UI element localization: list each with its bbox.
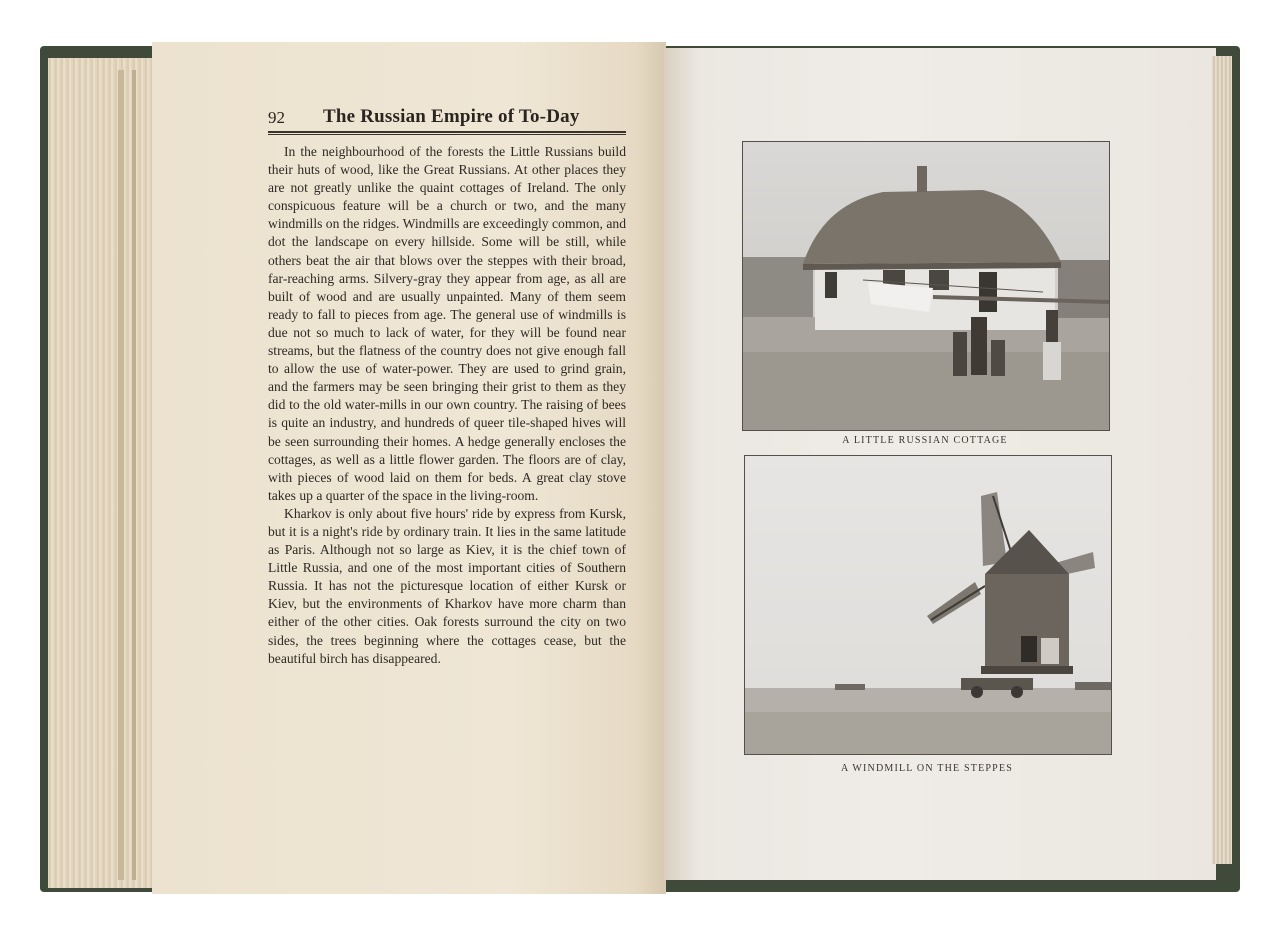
page-edges-right	[1212, 56, 1232, 864]
windmill-illustration	[745, 456, 1111, 754]
top-figure-caption: A LITTLE RUSSIAN COTTAGE	[842, 435, 1008, 446]
running-title: The Russian Empire of To-Day	[323, 106, 580, 127]
cottage-photo	[742, 141, 1110, 431]
windmill-photo	[744, 455, 1112, 755]
body-text	[268, 143, 626, 668]
page-edge-strip	[132, 70, 136, 880]
paragraph: In the neighbourhood of the forests the Little Russians build their huts of wood, like the Great Russians. At other places they are not greatly unlike the quaint cottages of Ireland. The only conspicuous feature will be a church or two, and the many windmills on the ridges. Windmills are exceedingly common, and dot the landscape on every hillside. Some will be still, while others beat the air that blows over the steppes with their broad, far-reaching arms. Silvery-gray they appear from age, as all are built of wood and are usually unpainted. Many of them seem ready to fall to pieces from age. The general use of windmills is due not so much to lack of water, for they will be found near streams, but the flatness of the country does not give enough fall to allow the use of water-power. They are used to grind grain, and the farmers may be seen bringing their grist to them as they did to the old water-mills in our own country. The raising of bees is quite an industry, and hundreds of queer tile-shaped hives will be seen surrounding their homes. A hedge generally encloses the cottages, as well as a little flower garden. The floors are of clay, with pieces of wood laid on them for beds. A great clay stove takes up a quarter of the space in the living-room.	[268, 144, 626, 503]
cottage-illustration	[743, 142, 1109, 430]
page-edge-strip	[118, 70, 124, 880]
paragraph: Kharkov is only about five hours' ride by express from Kursk, but it is a night's ride by ordinary train. It lies in the same latitude as Paris. Although not so large as Kiev, it is the chief town of Little Russia, and one of the most important cities of Southern Russia. It has not the picturesque location of either Kursk or Kiev, but the environments of Kharkov have more charm than either of the other cities. Oak forests surround the city on two sides, the trees beginning where the cottages cease, but the beautiful birch has disappeared.	[268, 505, 626, 666]
header-rule	[268, 131, 626, 135]
page-edges-left	[48, 58, 160, 888]
page-number: 92	[268, 108, 285, 127]
bottom-figure-caption: A WINDMILL ON THE STEPPES	[840, 763, 1014, 774]
